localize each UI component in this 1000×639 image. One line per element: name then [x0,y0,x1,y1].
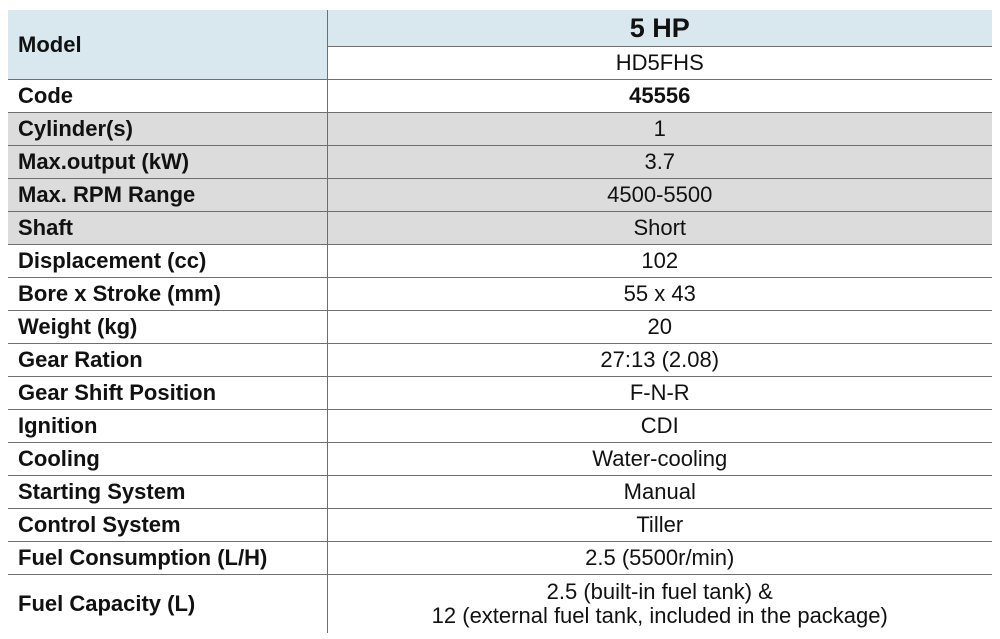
table-row-weight [8,311,992,344]
table-row-bore-stroke [8,278,992,311]
row-value: 2.5 (5500r/min) [327,542,992,575]
row-value: F-N-R [327,377,992,410]
row-label: Weight (kg) [8,311,327,344]
spec-table [8,10,992,633]
row-label: Gear Ration [8,344,327,377]
row-value: 20 [327,311,992,344]
table-row-code [8,80,992,113]
table-row-cooling [8,443,992,476]
model-label: Model [8,10,327,80]
row-label: Control System [8,509,327,542]
table-row-gear-ration [8,344,992,377]
table-row-gear-shift [8,377,992,410]
row-value: Water-cooling [327,443,992,476]
table-row-control-system [8,509,992,542]
row-label: Gear Shift Position [8,377,327,410]
table-row-fuel-capacity [8,575,992,634]
table-row-starting-system [8,476,992,509]
row-label: Ignition [8,410,327,443]
row-label: Fuel Capacity (L) [8,575,327,634]
row-value: Tiller [327,509,992,542]
row-label: Code [8,80,327,113]
row-value-line-2: 12 (external fuel tank, included in the package) [431,603,888,628]
row-label: Shaft [8,212,327,245]
row-value: Short [327,212,992,245]
table-row-displacement [8,245,992,278]
table-row-max-rpm [8,179,992,212]
table-row-ignition [8,410,992,443]
row-label: Cylinder(s) [8,113,327,146]
row-value: 55 x 43 [327,278,992,311]
table-row-shaft [8,212,992,245]
hp-value: 5 HP [327,10,992,47]
row-value: 27:13 (2.08) [327,344,992,377]
row-value-line-1: 2.5 (built-in fuel tank) & [546,579,773,604]
header-row-hp [8,10,992,47]
row-label: Max.output (kW) [8,146,327,179]
table-row-max-output [8,146,992,179]
row-label: Displacement (cc) [8,245,327,278]
table-row-fuel-consumption [8,542,992,575]
row-value: 102 [327,245,992,278]
row-label: Starting System [8,476,327,509]
row-label: Cooling [8,443,327,476]
table-row-cylinders [8,113,992,146]
row-label: Fuel Consumption (L/H) [8,542,327,575]
row-label: Bore x Stroke (mm) [8,278,327,311]
row-value: 1 [327,113,992,146]
row-value: 3.7 [327,146,992,179]
model-code-value: HD5FHS [327,47,992,80]
row-value: Manual [327,476,992,509]
row-value: 45556 [327,80,992,113]
row-value: CDI [327,410,992,443]
row-label: Max. RPM Range [8,179,327,212]
row-value: 4500-5500 [327,179,992,212]
row-value [327,575,992,634]
